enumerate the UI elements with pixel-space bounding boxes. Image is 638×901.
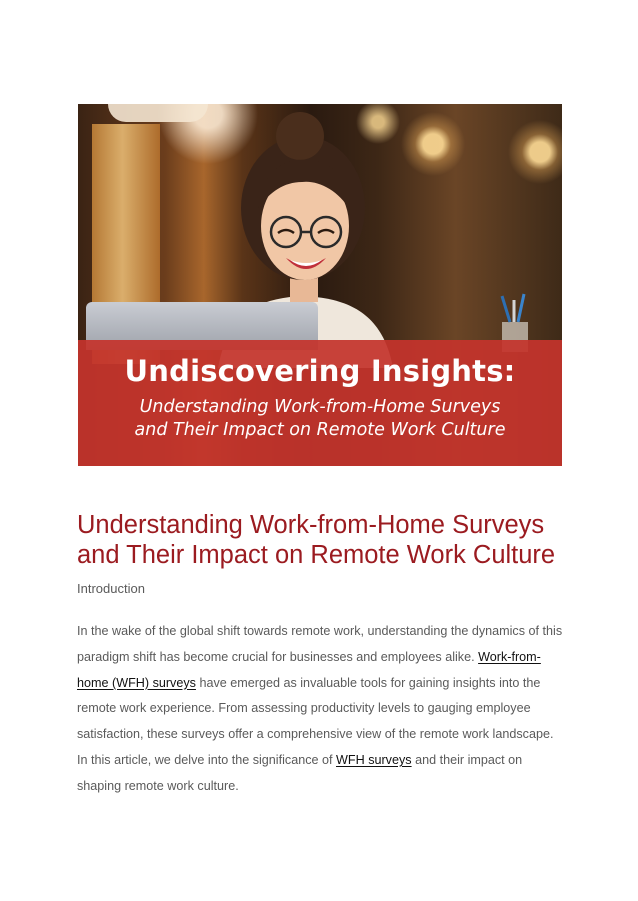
paragraph-text: have emerged as invaluable tools for gaining insights into the remote work experience. From assessing productivity levels to gauging employee satisfaction, these surveys offer a comprehensive view of the remote work landscape. In this article, we delve into the significance of [77, 675, 554, 767]
banner-subtitle-line: Understanding Work-from-Home Surveys [139, 397, 501, 417]
hero-banner [78, 340, 562, 466]
banner-subtitle [78, 396, 562, 442]
article-title [77, 510, 577, 570]
paragraph-text: and their impact on shaping remote work culture. [77, 752, 523, 793]
intro-paragraph [77, 619, 567, 800]
banner-title: Undiscovering Insights: [124, 354, 516, 388]
paragraph-text: In the wake of the global shift towards remote work, understanding the dynamics of this paradigm shift has become crucial for businesses and employees alike. [77, 624, 563, 664]
article-title-line: and Their Impact on Remote Work Culture [77, 541, 556, 569]
section-label: Introduction [77, 581, 145, 596]
banner-subtitle-line: and Their Impact on Remote Work Culture [134, 420, 506, 440]
article-title-line: Understanding Work-from-Home Surveys [77, 511, 545, 539]
hero-image [78, 104, 562, 466]
wfh-surveys-link[interactable]: Work-from-home (WFH) surveys [77, 649, 541, 690]
wfh-surveys-link-2[interactable]: WFH surveys [336, 752, 412, 767]
